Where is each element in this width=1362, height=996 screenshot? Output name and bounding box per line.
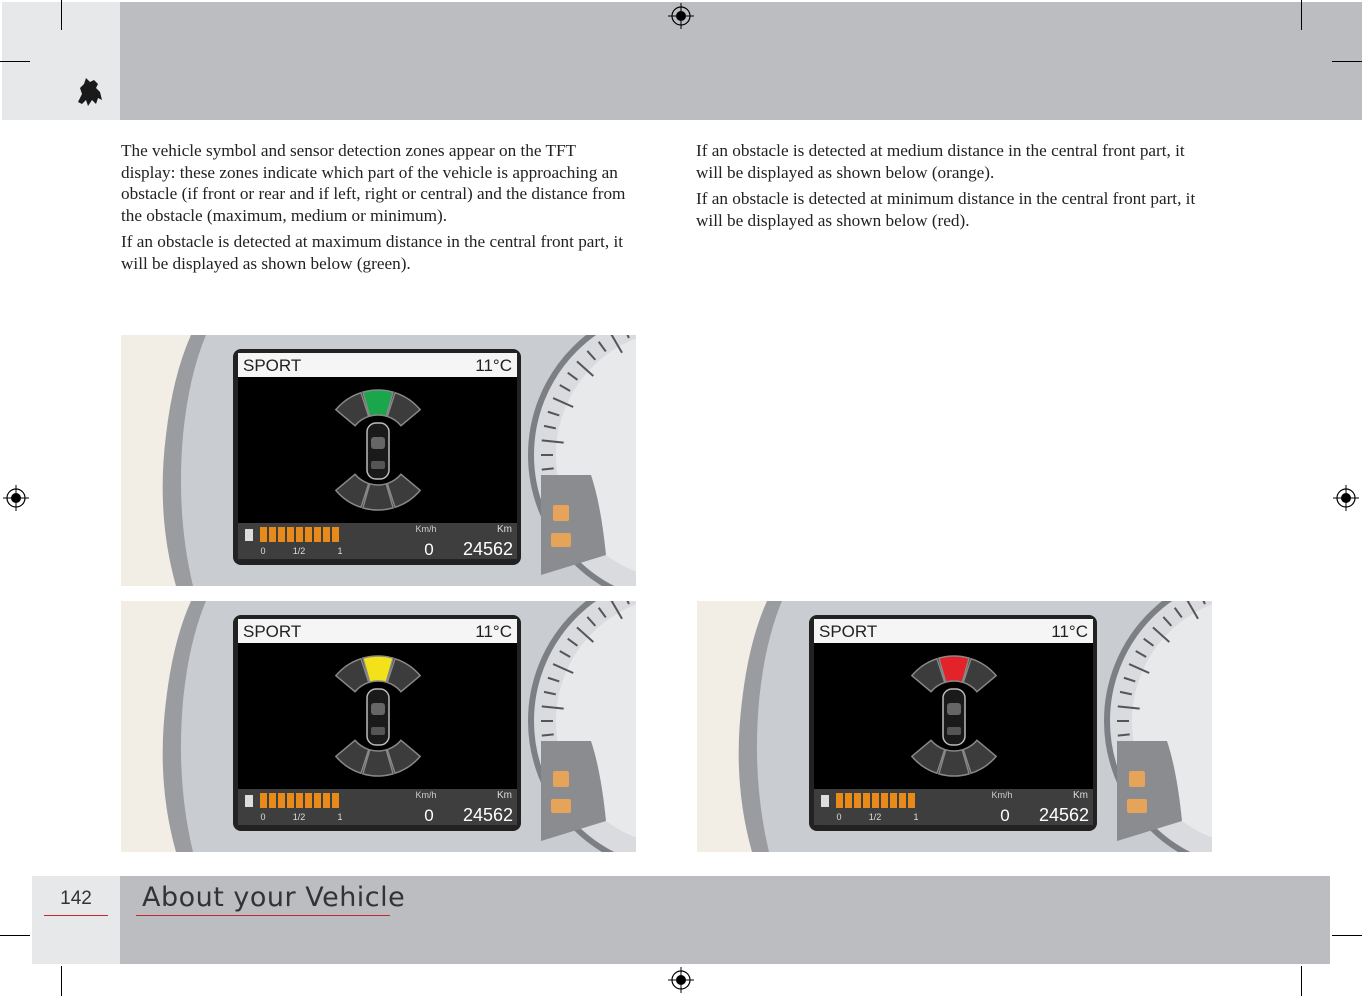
fuel-scale-label: 1/2 bbox=[292, 546, 306, 556]
fuel-gauge-segment bbox=[323, 527, 330, 542]
fuel-gauge-segment bbox=[278, 527, 285, 542]
car-symbol-icon bbox=[367, 423, 389, 479]
car-symbol-icon bbox=[943, 689, 965, 745]
fuel-pump-icon bbox=[245, 795, 253, 807]
fuel-gauge-segment bbox=[863, 793, 870, 808]
left-text-column bbox=[121, 140, 633, 279]
drive-mode-label: SPORT bbox=[243, 622, 302, 641]
fuel-gauge-segment bbox=[287, 527, 294, 542]
right-text-column bbox=[696, 140, 1208, 236]
speed-readout: 0 bbox=[424, 540, 434, 559]
fuel-gauge-segment bbox=[296, 793, 303, 808]
fuel-gauge-segment bbox=[287, 793, 294, 808]
fuel-gauge-segment bbox=[332, 793, 339, 808]
crop-mark bbox=[61, 0, 62, 30]
registration-mark-icon bbox=[668, 3, 694, 29]
fuel-gauge-segment bbox=[881, 793, 888, 808]
car-windshield bbox=[371, 703, 385, 715]
dashboard-illustration bbox=[121, 601, 636, 852]
odometer-unit-label: Km bbox=[497, 524, 512, 535]
paragraph: If an obstacle is detected at minimum distance in the central front part, it will be displayed as shown below (red). bbox=[696, 189, 1196, 230]
fuel-gauge-segment bbox=[872, 793, 879, 808]
fuel-warning-icon bbox=[1129, 771, 1145, 787]
drive-mode-label: SPORT bbox=[819, 622, 878, 641]
fuel-gauge-segment bbox=[899, 793, 906, 808]
crop-mark bbox=[0, 935, 30, 936]
odometer-readout: 24562 bbox=[1038, 805, 1089, 825]
registration-mark-icon bbox=[3, 485, 29, 511]
fuel-gauge-segment bbox=[260, 793, 267, 808]
tft-display-figure-red bbox=[697, 601, 1212, 852]
speed-unit-label: Km/h bbox=[415, 790, 437, 800]
fuel-gauge-segment bbox=[305, 793, 312, 808]
fuel-gauge-segment bbox=[278, 793, 285, 808]
speed-readout: 0 bbox=[424, 806, 434, 825]
tft-display-figure-orange bbox=[121, 601, 636, 852]
fuel-gauge-segment bbox=[260, 527, 267, 542]
tachometer-tick bbox=[542, 468, 554, 469]
crop-mark bbox=[61, 966, 62, 996]
fuel-gauge-segment bbox=[890, 793, 897, 808]
odometer-unit-label: Km bbox=[1073, 790, 1088, 801]
fuel-scale-label: 0 bbox=[260, 546, 266, 556]
temperature-readout: 11°C bbox=[475, 356, 512, 375]
fuel-gauge-segment bbox=[296, 527, 303, 542]
car-rear-window bbox=[371, 727, 385, 735]
registration-mark-icon bbox=[668, 967, 694, 993]
page-number: 142 bbox=[60, 888, 92, 909]
fuel-pump-icon bbox=[821, 795, 829, 807]
fuel-cap-icon bbox=[1127, 799, 1147, 813]
paragraph: If an obstacle is detected at medium distance in the central front part, it will be displayed as shown below (orange). bbox=[696, 141, 1185, 182]
fuel-cap-icon bbox=[551, 533, 571, 547]
tft-display-figure-green bbox=[121, 335, 636, 586]
registration-mark-icon bbox=[1333, 485, 1359, 511]
fuel-warning-icon bbox=[553, 771, 569, 787]
section-title: About your Vehicle bbox=[142, 882, 406, 913]
odometer-readout: 24562 bbox=[462, 539, 513, 559]
paragraph: The vehicle symbol and sensor detection zones appear on the TFT display: these zones indicate which part of the vehicle is approaching an obstacle (if front or rear and if left, right or central) and the distance from the obstacle (maximum, medium or minimum). bbox=[121, 141, 626, 225]
fuel-scale-label: 1/2 bbox=[868, 812, 882, 822]
temperature-readout: 11°C bbox=[1051, 622, 1088, 641]
fuel-scale-label: 1 bbox=[337, 546, 343, 556]
fuel-gauge-segment bbox=[314, 527, 321, 542]
fuel-warning-icon bbox=[553, 505, 569, 521]
odometer-readout: 24562 bbox=[462, 805, 513, 825]
drive-mode-label: SPORT bbox=[243, 356, 302, 375]
paragraph: If an obstacle is detected at maximum distance in the central front part, it will be displayed as shown below (green). bbox=[121, 232, 624, 273]
speed-readout: 0 bbox=[1000, 806, 1010, 825]
crop-mark bbox=[1301, 966, 1302, 996]
fuel-gauge-segment bbox=[845, 793, 852, 808]
fuel-gauge-segment bbox=[269, 527, 276, 542]
section-title-underline bbox=[136, 915, 390, 916]
fuel-pump-icon bbox=[245, 529, 253, 541]
fuel-gauge-segment bbox=[269, 793, 276, 808]
fuel-gauge-segment bbox=[314, 793, 321, 808]
fuel-scale-label: 0 bbox=[836, 812, 842, 822]
crop-mark bbox=[1301, 0, 1302, 30]
prancing-horse-icon bbox=[70, 72, 110, 112]
car-windshield bbox=[947, 703, 961, 715]
fuel-scale-label: 0 bbox=[260, 812, 266, 822]
fuel-cap-icon bbox=[551, 799, 571, 813]
page-number-underline bbox=[44, 915, 108, 916]
car-symbol-icon bbox=[367, 689, 389, 745]
car-windshield bbox=[371, 437, 385, 449]
fuel-gauge-segment bbox=[332, 527, 339, 542]
car-rear-window bbox=[371, 461, 385, 469]
speed-unit-label: Km/h bbox=[991, 790, 1013, 800]
fuel-gauge-segment bbox=[854, 793, 861, 808]
odometer-unit-label: Km bbox=[497, 790, 512, 801]
fuel-gauge-segment bbox=[305, 527, 312, 542]
dashboard-illustration bbox=[121, 335, 636, 586]
crop-mark bbox=[0, 61, 30, 62]
speed-unit-label: Km/h bbox=[415, 524, 437, 534]
fuel-gauge-segment bbox=[836, 793, 843, 808]
tachometer-tick bbox=[542, 734, 554, 735]
tachometer-tick bbox=[1118, 734, 1130, 735]
dashboard-illustration bbox=[697, 601, 1212, 852]
fuel-scale-label: 1 bbox=[337, 812, 343, 822]
crop-mark bbox=[1332, 935, 1362, 936]
fuel-scale-label: 1/2 bbox=[292, 812, 306, 822]
crop-mark bbox=[1332, 61, 1362, 62]
fuel-gauge-segment bbox=[908, 793, 915, 808]
fuel-scale-label: 1 bbox=[913, 812, 919, 822]
car-rear-window bbox=[947, 727, 961, 735]
fuel-gauge-segment bbox=[323, 793, 330, 808]
temperature-readout: 11°C bbox=[475, 622, 512, 641]
